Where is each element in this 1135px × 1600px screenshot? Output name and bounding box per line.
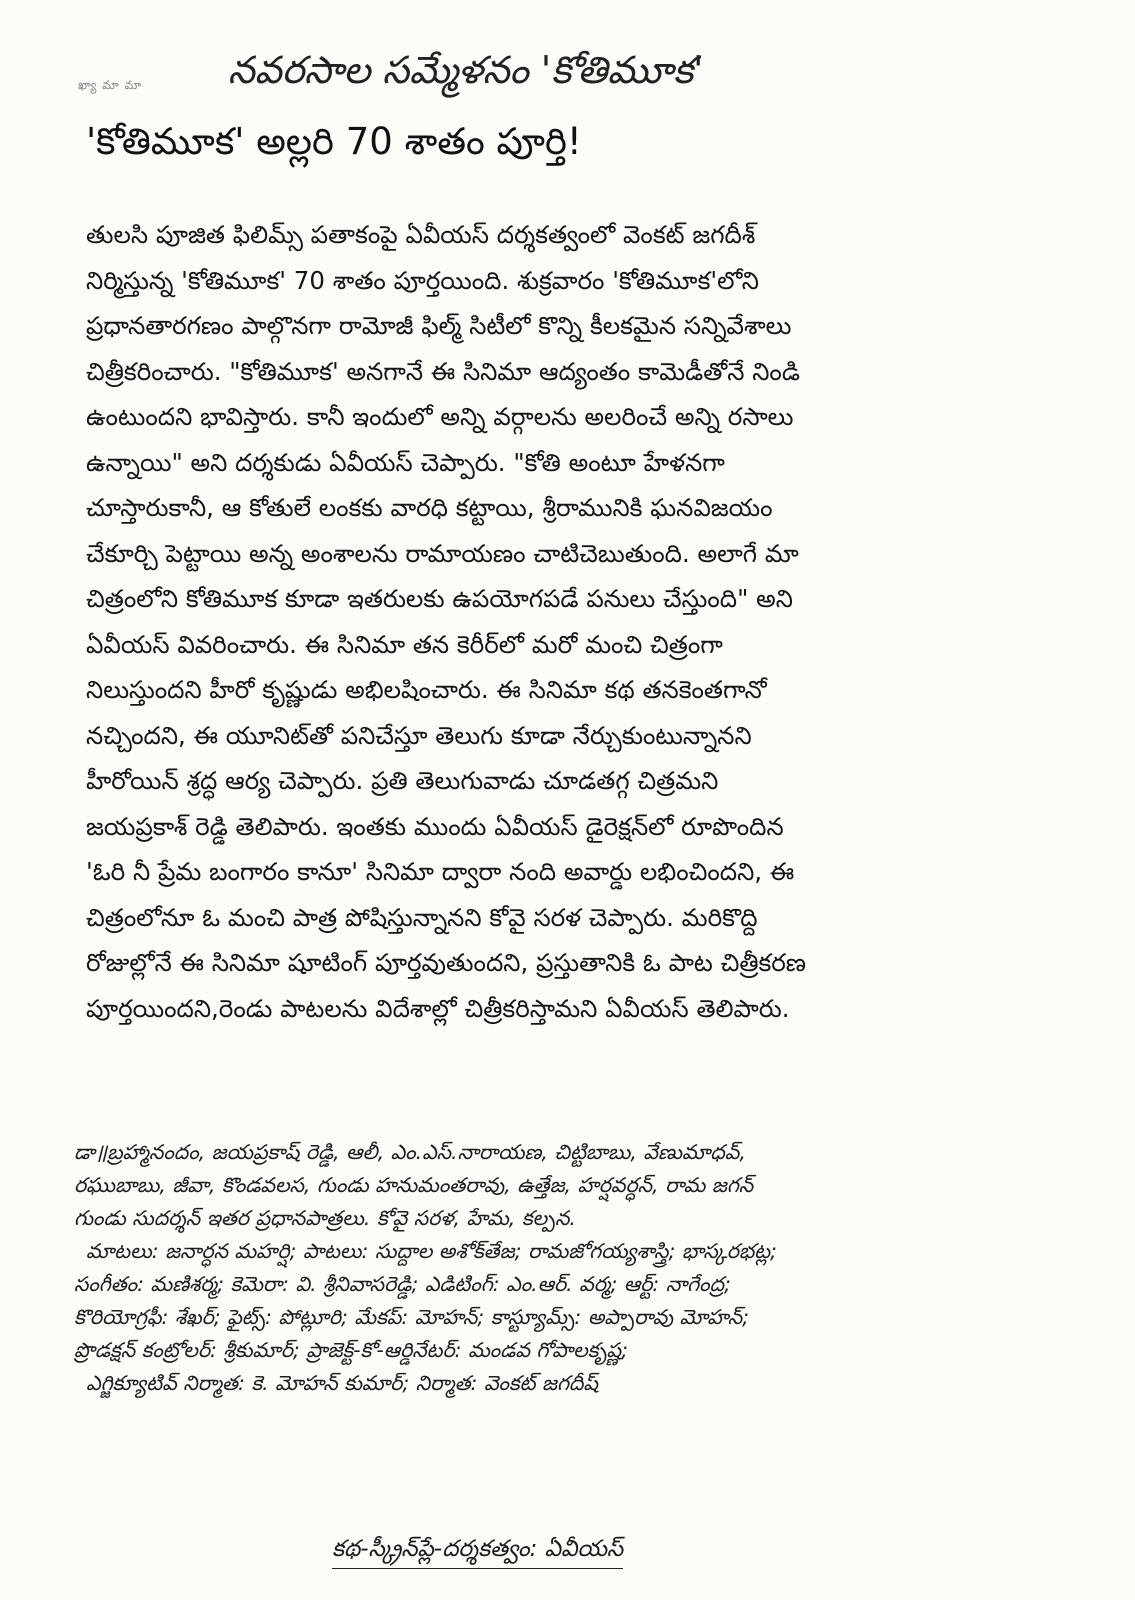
body-line: ప్రధానతారగణం పాల్గొనగా రామోజీ ఫిల్మ్ సిటీలో కొన్ని కీలకమైన సన్నివేశాలు [86, 311, 792, 340]
body-line: 'ఓరి నీ ప్రేమ బంగారం కానూ' సినిమా ద్వారా నంది అవార్డు లభించిందని, ఈ [86, 857, 795, 886]
body-line: చూస్తారుకానీ, ఆ కోతులే లంకకు వారధి కట్టాయి, శ్రీరామునికి ఘనవిజయం [86, 493, 773, 522]
body-line: పూర్తయిందని,రెండు పాటలను విదేశాల్లో చిత్రీకరిస్తామని ఏవీయస్ తెలిపారు. [86, 993, 790, 1023]
body-line: చిత్రంలోని కోతిమూక కూడా ఇతరులకు ఉపయోగపడే పనులు చేస్తుంది" అని [86, 584, 793, 613]
body-line: ఏవీయస్ వివరించారు. ఈ సినిమా తన కెరీర్‌లో మరో మంచి చిత్రంగా [86, 629, 723, 659]
credit-line: గుండు సుదర్శన్ ఇతర ప్రధానపాత్రలు. కోవై సరళ, హేమ, కల్పన. [74, 1206, 576, 1230]
body-line: చేకూర్చి పెట్టాయి అన్న అంశాలను రామాయణం చాటిచెబుతుంది. అలాగే మా [86, 538, 799, 568]
credit-line: మాటలు: జనార్ధన మహర్షి; పాటలు: సుద్దాల అశోక్‌తేజ; రామజోగయ్యశాస్త్రి; భాస్కరభట్ల; [86, 1239, 777, 1263]
body-line: జయప్రకాశ్ రెడ్డి తెలిపారు. ఇంతకు ముందు ఏవీయస్ డైరెక్షన్‌లో రూపొందిన [86, 811, 784, 841]
handwritten-credits [74, 1136, 1064, 1400]
credit-line: ఎగ్జిక్యూటివ్ నిర్మాత: కె. మోహన్ కుమార్; నిర్మాత: వెంకట్ జగదీష్ [86, 1371, 598, 1395]
credit-line: కొరియోగ్రఫీ: శేఖర్; ఫైట్స్: పోట్లూరి; మేకప్: మోహన్; కాస్ట్యూమ్స్: అప్పారావు మోహన్; [74, 1305, 750, 1329]
body-line: ఉన్నాయి" అని దర్శకుడు ఏవీయస్ చెప్పారు. "కోతి అంటూ హేళనగా [86, 447, 725, 477]
credit-line: సంగీతం: మణిశర్మ; కెమెరా: వి. శ్రీనివాసరెడ్డి; ఎడిటింగ్: ఎం.ఆర్. వర్మ; ఆర్ట్: నాగేంద్ర; [74, 1272, 731, 1296]
body-line: చిత్రీకరించారు. "కోతిమూక' అనగానే ఈ సినిమా ఆద్యంతం కామెడీతోనే నిండి [86, 356, 800, 386]
body-line: తులసి పూజిత ఫిలిమ్స్ పతాకంపై ఏవీయస్ దర్శకత్వంలో వెంకట్ జగదీశ్ [86, 220, 756, 249]
director-signature-line: కథ-స్క్రీన్‌ప్లే-దర్శకత్వం: ఏవీయస్ [332, 1533, 623, 1569]
handwritten-title: నవరసాల సమ్మేళనం 'కోతిమూక' [228, 48, 704, 92]
body-line: హీరోయిన్ శ్రద్ధ ఆర్య చెప్పారు. ప్రతి తెలుగువాడు చూడతగ్గ చిత్రమని [86, 766, 719, 795]
body-line: రోజుల్లోనే ఈ సినిమా షూటింగ్ పూర్తవుతుందని, ప్రస్తుతానికి ఓ పాట చిత్రీకరణ [86, 948, 807, 977]
credit-line: రఘుబాబు, జీవా, కొండవలస, గుండు హనుమంతరావు, ఉత్తేజ, హర్షవర్ధన్, రామ జగన్ [74, 1173, 754, 1197]
headline: 'కోతిమూక' అల్లరి 70 శాతం పూర్తి! [86, 120, 582, 163]
body-line: నచ్చిందని, ఈ యూనిట్‌తో పనిచేస్తూ తెలుగు కూడా నేర్చుకుంటున్నానని [86, 720, 752, 750]
credit-line: ప్రొడక్షన్ కంట్రోలర్: శ్రీకుమార్; ప్రాజెక్ట్-కో-ఆర్డినేటర్: మండవ గోపాలకృష్ణ; [74, 1338, 629, 1362]
stamp-mark: ఖ్యా మా మా [78, 78, 143, 92]
body-line: చిత్రంలోనూ ఓ మంచి పాత్ర పోషిస్తున్నానని కోవై సరళ చెప్పారు. మరికొద్ది [86, 902, 758, 932]
article-body [86, 212, 1048, 1031]
body-line: ఉంటుందని భావిస్తారు. కానీ ఇందులో అన్ని వర్గాలను అలరించే అన్ని రసాలు [86, 402, 794, 431]
body-line: నిలుస్తుందని హీరో కృష్ణుడు అభిలషించారు. ఈ సినిమా కథ తనకెంతగానో [86, 675, 767, 704]
body-line: నిర్మిస్తున్న 'కోతిమూక' 70 శాతం పూర్తయింది. శుక్రవారం 'కోతిమూక'లోని [86, 265, 759, 295]
credit-line: డా॥బ్రహ్మానందం, జయప్రకాష్ రెడ్డి, ఆలీ, ఎం.ఎస్.నారాయణ, చిట్టిబాబు, వేణుమాధవ్, [74, 1140, 746, 1164]
